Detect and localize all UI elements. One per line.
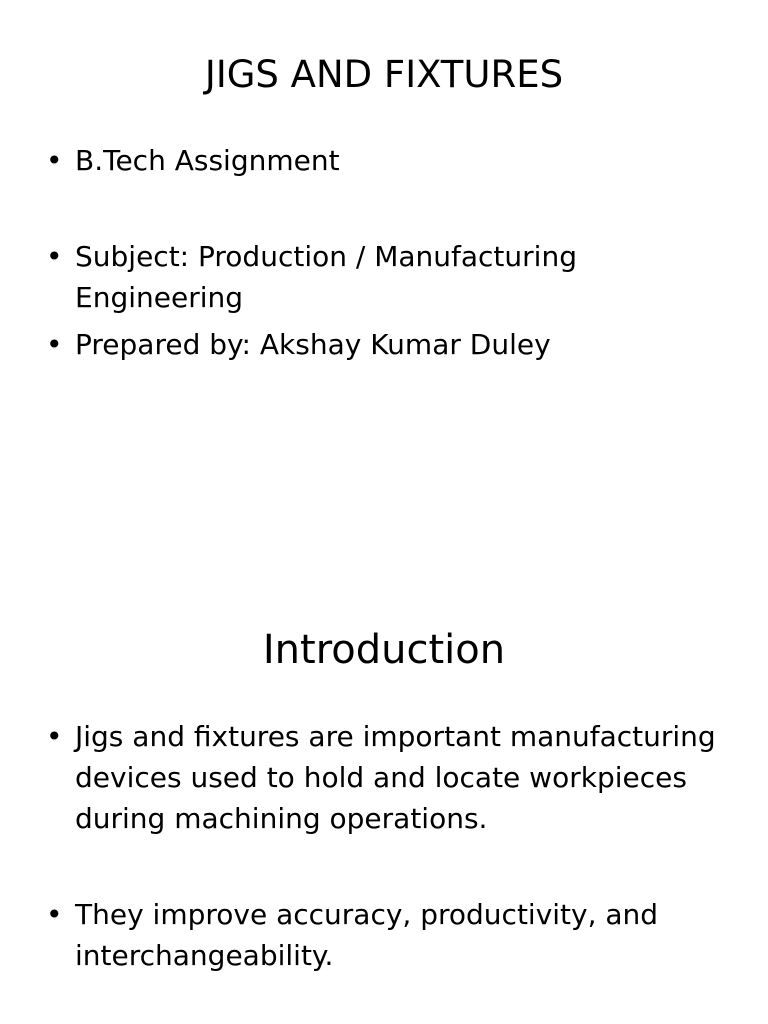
slide-title: Introduction: [262, 627, 506, 673]
bullet-text: B.Tech Assignment: [75, 144, 340, 177]
bullet-text: Subject: Production / Manufacturing Engineering: [75, 240, 577, 314]
list-item: [46, 716, 736, 839]
slide-title: JIGS AND FIXTURES: [204, 53, 564, 96]
list-item: [46, 894, 736, 976]
bullet-text: Prepared by: Akshay Kumar Duley: [75, 328, 551, 361]
bullet-text: They improve accuracy, productivity, and interchangeability.: [75, 898, 659, 972]
bullet-icon: •: [46, 328, 63, 361]
bullet-icon: •: [46, 720, 63, 753]
bullet-text: Jigs and fixtures are important manufacturing devices used to hold and locate workpieces during machining operations.: [75, 720, 716, 835]
bullet-icon: •: [46, 898, 63, 931]
bullet-icon: •: [46, 240, 63, 273]
bullet-icon: •: [46, 144, 63, 177]
